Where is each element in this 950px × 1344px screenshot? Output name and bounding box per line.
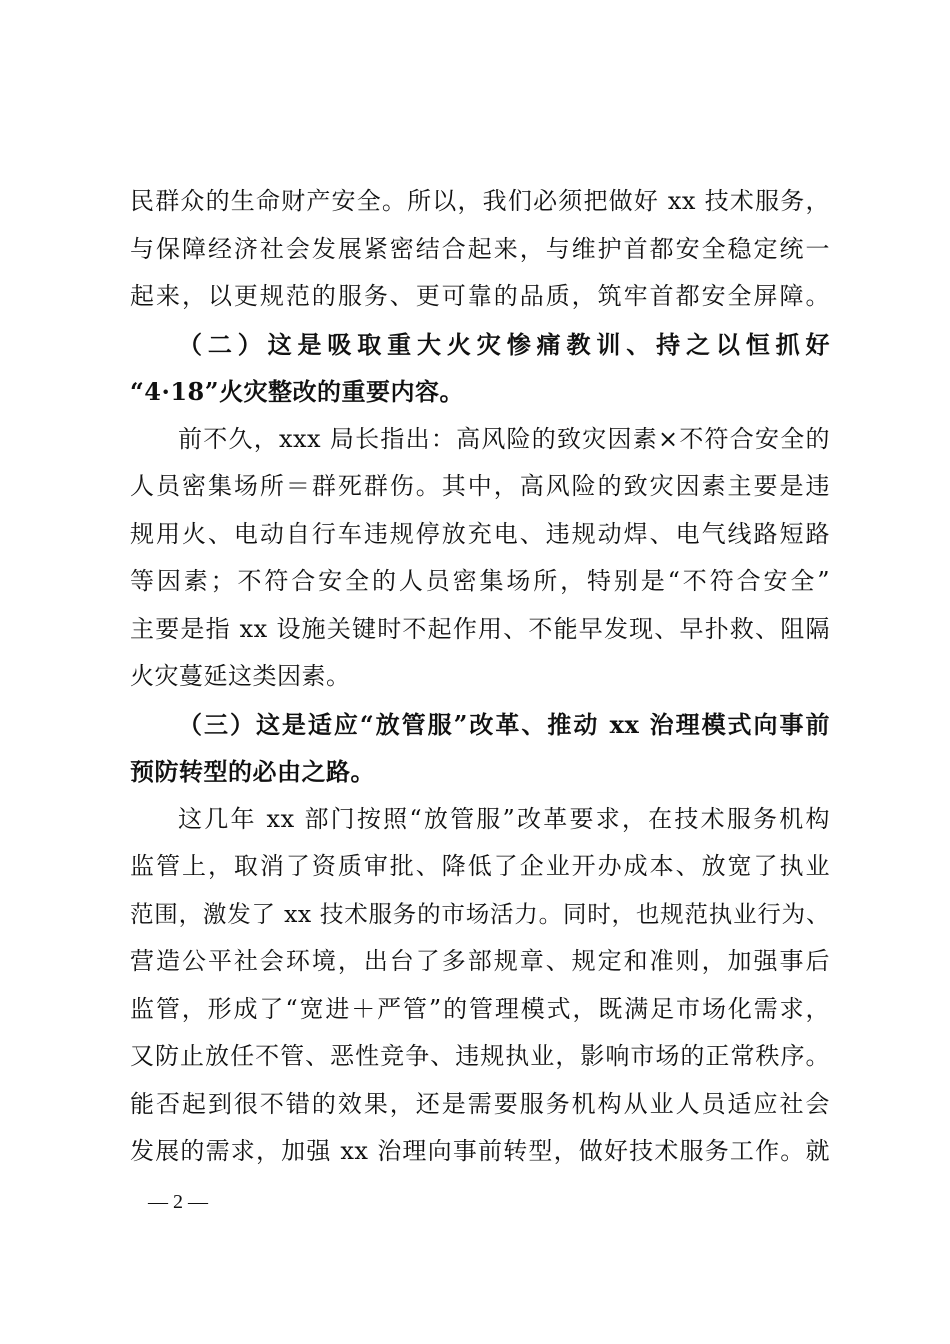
section-heading-line: 预防转型的必由之路。	[130, 757, 375, 786]
text-line: 民群众的生命财产安全。所以，我们必须把做好 xx 技术服务，	[130, 187, 830, 215]
section-heading-line: （二）这是吸取重大火灾惨痛教训、持之以恒抓好	[178, 329, 830, 359]
text-line: 能否起到很不错的效果，还是需要服务机构从业人员适应社会	[130, 1089, 830, 1118]
text-line: 监管，形成了“宽进＋严管”的管理模式，既满足市场化需求，	[130, 994, 830, 1023]
text-line: 营造公平社会环境，出台了多部规章、规定和准则，加强事后	[130, 947, 830, 975]
text-line: 人员密集场所＝群死群伤。其中，高风险的致灾因素主要是违	[130, 472, 830, 500]
text-line: 这几年 xx 部门按照“放管服”改革要求，在技术服务机构	[178, 804, 830, 833]
text-line: 监管上，取消了资质审批、降低了企业开办成本、放宽了执业	[130, 852, 830, 880]
text-line: 范围，激发了 xx 技术服务的市场活力。同时，也规范执业行为、	[130, 899, 830, 928]
section-heading-line: （三）这是适应“放管服”改革、推动 xx 治理模式向事前	[178, 709, 830, 739]
text-line: 等因素；不符合安全的人员密集场所，特别是“不符合安全”	[130, 567, 830, 595]
text-line: 规用火、电动自行车违规停放充电、违规动焊、电气线路短路	[130, 519, 830, 548]
text-line: 起来，以更规范的服务、更可靠的品质，筑牢首都安全屏障。	[130, 282, 830, 310]
text-line: 与保障经济社会发展紧密结合起来，与维护首都安全稳定统一	[130, 234, 830, 263]
body-text	[130, 178, 830, 1176]
text-line: 主要是指 xx 设施关键时不起作用、不能早发现、早扑救、阻隔	[130, 614, 830, 643]
text-line: 又防止放任不管、恶性竞争、违规执业，影响市场的正常秩序。	[130, 1042, 830, 1070]
text-line: 发展的需求，加强 xx 治理向事前转型，做好技术服务工作。就	[130, 1137, 830, 1165]
text-line: 前不久，xxx 局长指出：高风险的致灾因素×不符合安全的	[178, 424, 830, 453]
section-heading-line: “4·18”火灾整改的重要内容。	[130, 377, 465, 406]
text-line: 火灾蔓延这类因素。	[130, 662, 351, 690]
page-number: — 2 —	[148, 1191, 208, 1213]
